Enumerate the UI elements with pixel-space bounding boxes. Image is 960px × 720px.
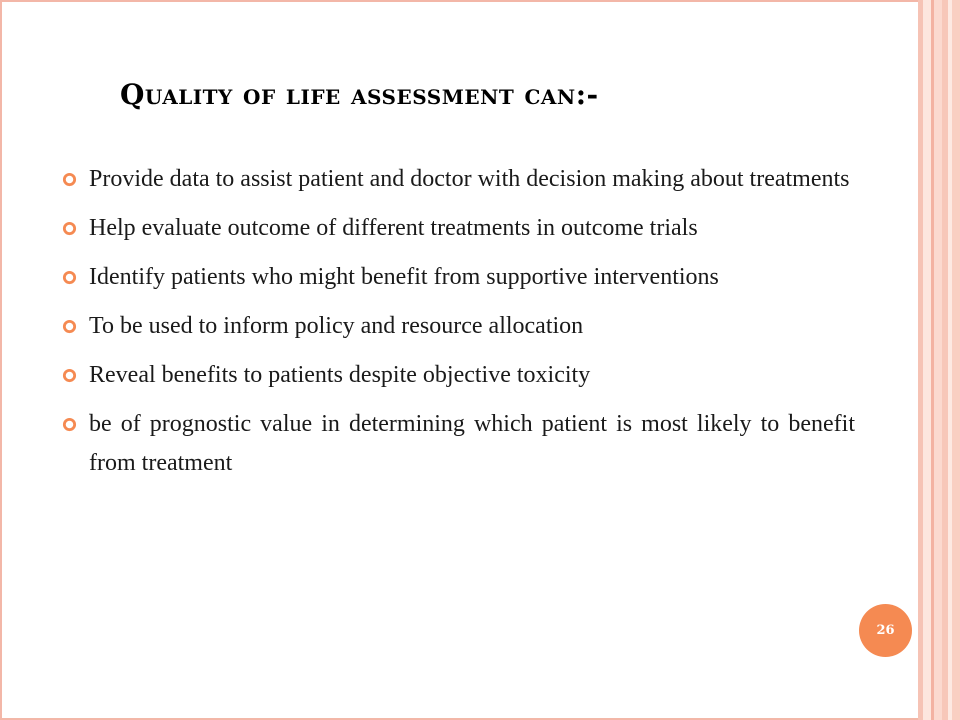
ring-bullet-icon <box>62 172 77 187</box>
bullet-text: Provide data to assist patient and doctor with decision making about treatments <box>89 166 850 192</box>
frame-border-top <box>0 0 918 2</box>
bullet-text: Identify patients who might benefit from supportive interventions <box>89 264 719 290</box>
bullet-item <box>60 307 855 346</box>
ring-bullet-icon <box>62 417 77 432</box>
ring-bullet-icon <box>62 270 77 285</box>
ring-bullet-icon <box>62 221 77 236</box>
bullet-list <box>60 160 855 493</box>
page-number: 26 <box>876 623 895 638</box>
slide-title: Quality of life assessment can:- <box>120 78 599 111</box>
bullet-text: be of prognostic value in determining which patient is most likely to benefit from treatment <box>89 411 855 476</box>
decorative-stripe <box>934 0 942 720</box>
bullet-item <box>60 160 855 199</box>
bullet-item <box>60 209 855 248</box>
decorative-stripe <box>923 0 931 720</box>
bullet-text: To be used to inform policy and resource allocation <box>89 313 584 339</box>
bullet-item <box>60 405 855 483</box>
bullet-item <box>60 258 855 297</box>
ring-bullet-icon <box>62 368 77 383</box>
bullet-item <box>60 356 855 395</box>
decorative-stripe <box>952 0 960 720</box>
frame-border-left <box>0 0 2 720</box>
ring-bullet-icon <box>62 319 77 334</box>
bullet-text: Help evaluate outcome of different treatments in outcome trials <box>89 215 698 241</box>
page-number-badge <box>859 604 912 657</box>
bullet-text: Reveal benefits to patients despite objective toxicity <box>89 362 591 388</box>
